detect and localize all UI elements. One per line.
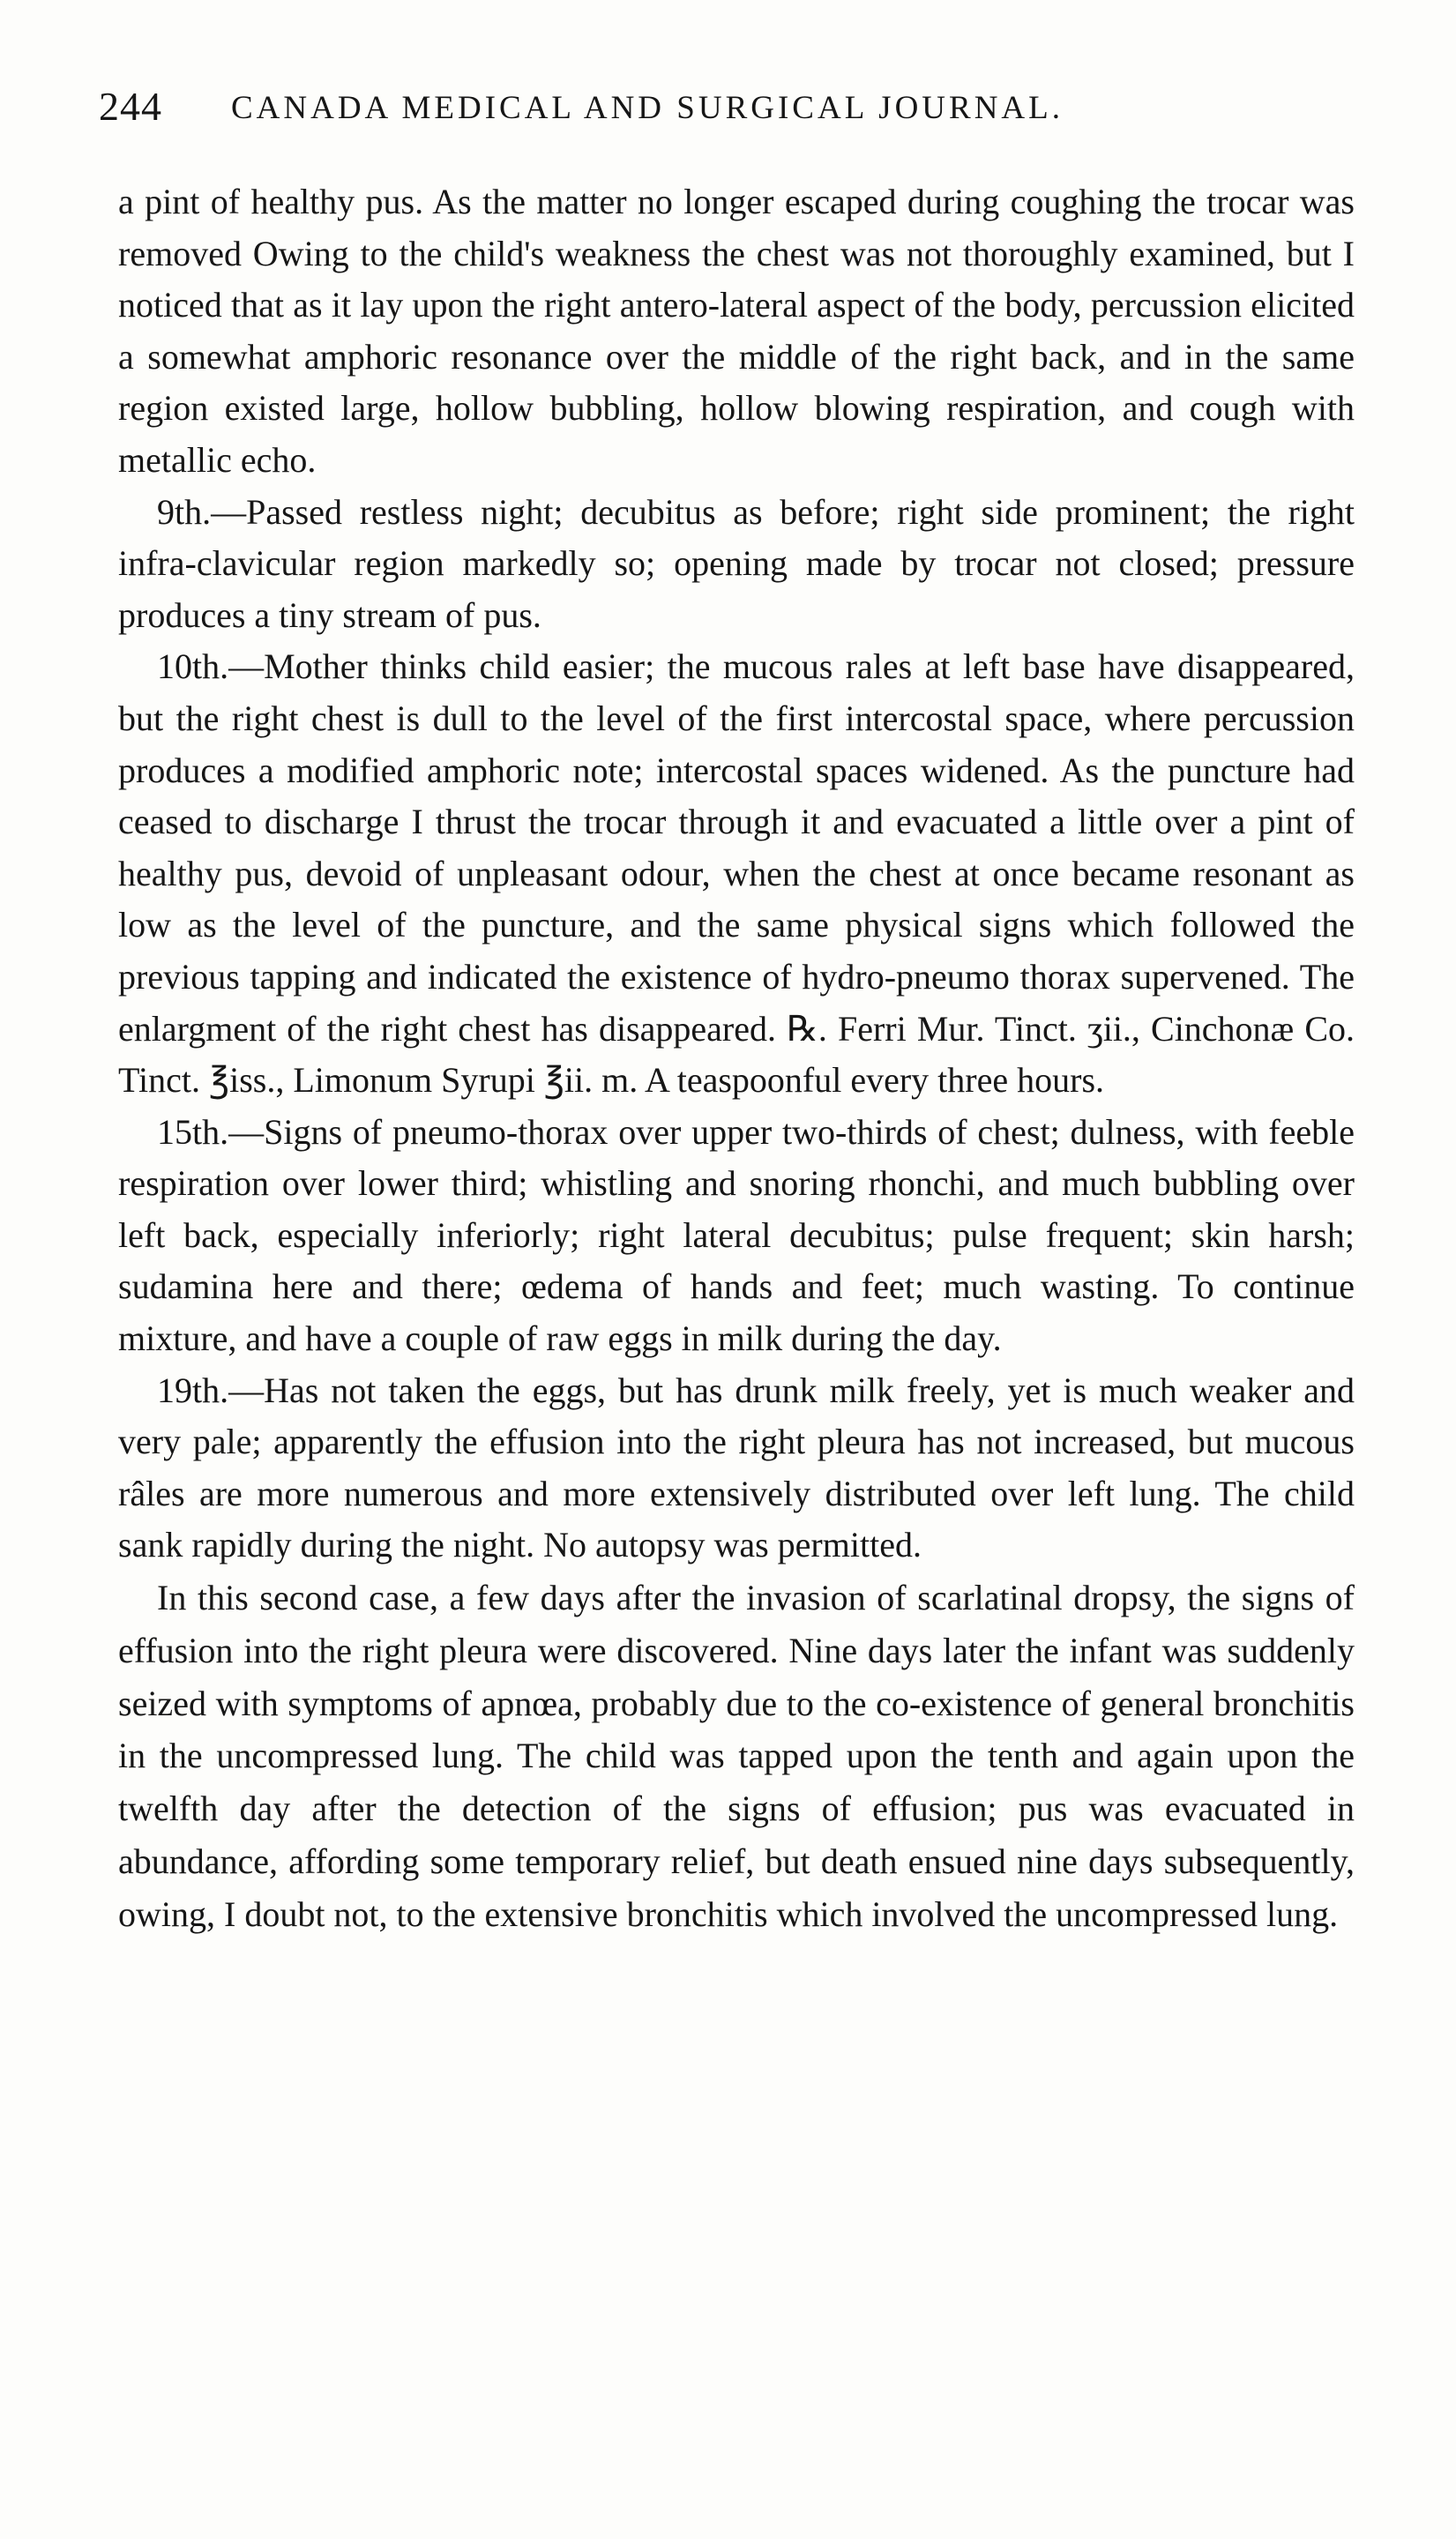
paragraph-9th: 9th.—Passed restless night; decubitus as before; right side prominent; the right infra-clavicular region markedly so; opening made by trocar not closed; pressure produces a tiny stream of pus. (118, 491, 1355, 635)
paragraph-19th: 19th.—Has not taken the eggs, but has drunk milk freely, yet is much weaker and very pale; apparently the effusion into the right pleura has not increased, but mucous râles are more numerous and more extensively distributed over left lung. The child sank rapidly during the night. No autopsy was permitted. (118, 1370, 1355, 1565)
paragraph-continuation: a pint of healthy pus. As the matter no longer escaped during coughing the trocar was removed Owing to the child's weakness the chest was not thoroughly examined, but I noticed that as it lay upon the right antero-lateral aspect of the body, percussion elicited a somewhat amphoric resonance over the middle of the right back, and in the same region existed large, hollow bubbling, hollow blowing respiration, and cough with metallic echo. (118, 182, 1355, 480)
paragraph-second-case: In this second case, a few days after the invasion of scarlatinal dropsy, the signs of effusion into the right pleura were discovered. Nine days later the infant was suddenly seized with symptoms of apnœa, probably due to the co-existence of general bronchitis in the uncompressed lung. The child was tapped upon the tenth and again upon the twelfth day after the detection of the signs of effusion; pus was evacuated in abundance, affording some temporary relief, but death ensued nine days subsequently, owing, I doubt not, to the extensive bronchitis which involved the uncompressed lung. (118, 1578, 1355, 1934)
paragraph-10th: 10th.—Mother thinks child easier; the mucous rales at left base have disappeared, but the right chest is dull to the level of the first intercostal space, where percussion produces a modified amphoric note; intercostal spaces widened. As the puncture had ceased to discharge I thrust the trocar through it and evacuated a little over a pint of healthy pus, devoid of unpleasant odour, when the chest at once became resonant as low as the level of the puncture, and the same physical signs which followed the previous tapping and indicated the existence of hydro-pneumo thorax supervened. The enlargment of the right chest has disappeared. ℞. Ferri Mur. Tinct. ʒii., Cinchonæ Co. Tinct. ℥iss., Limonum Syrupi ℥ii. m. A teaspoonful every three hours. (118, 646, 1355, 1101)
page-header (99, 76, 1245, 138)
page-number: 244 (99, 84, 162, 129)
running-head: CANADA MEDICAL AND SURGICAL JOURNAL. (231, 90, 1064, 126)
paragraph-15th: 15th.—Signs of pneumo-thorax over upper two-thirds of chest; dulness, with feeble respiration over lower third; whistling and snoring rhonchi, and much bubbling over left back, especially inferiorly; right lateral decubitus; pulse frequent; skin harsh; sudamina here and there; œdema of hands and feet; much wasting. To continue mixture, and have a couple of raw eggs in milk during the day. (118, 1111, 1355, 1359)
body-text (118, 176, 1355, 1941)
